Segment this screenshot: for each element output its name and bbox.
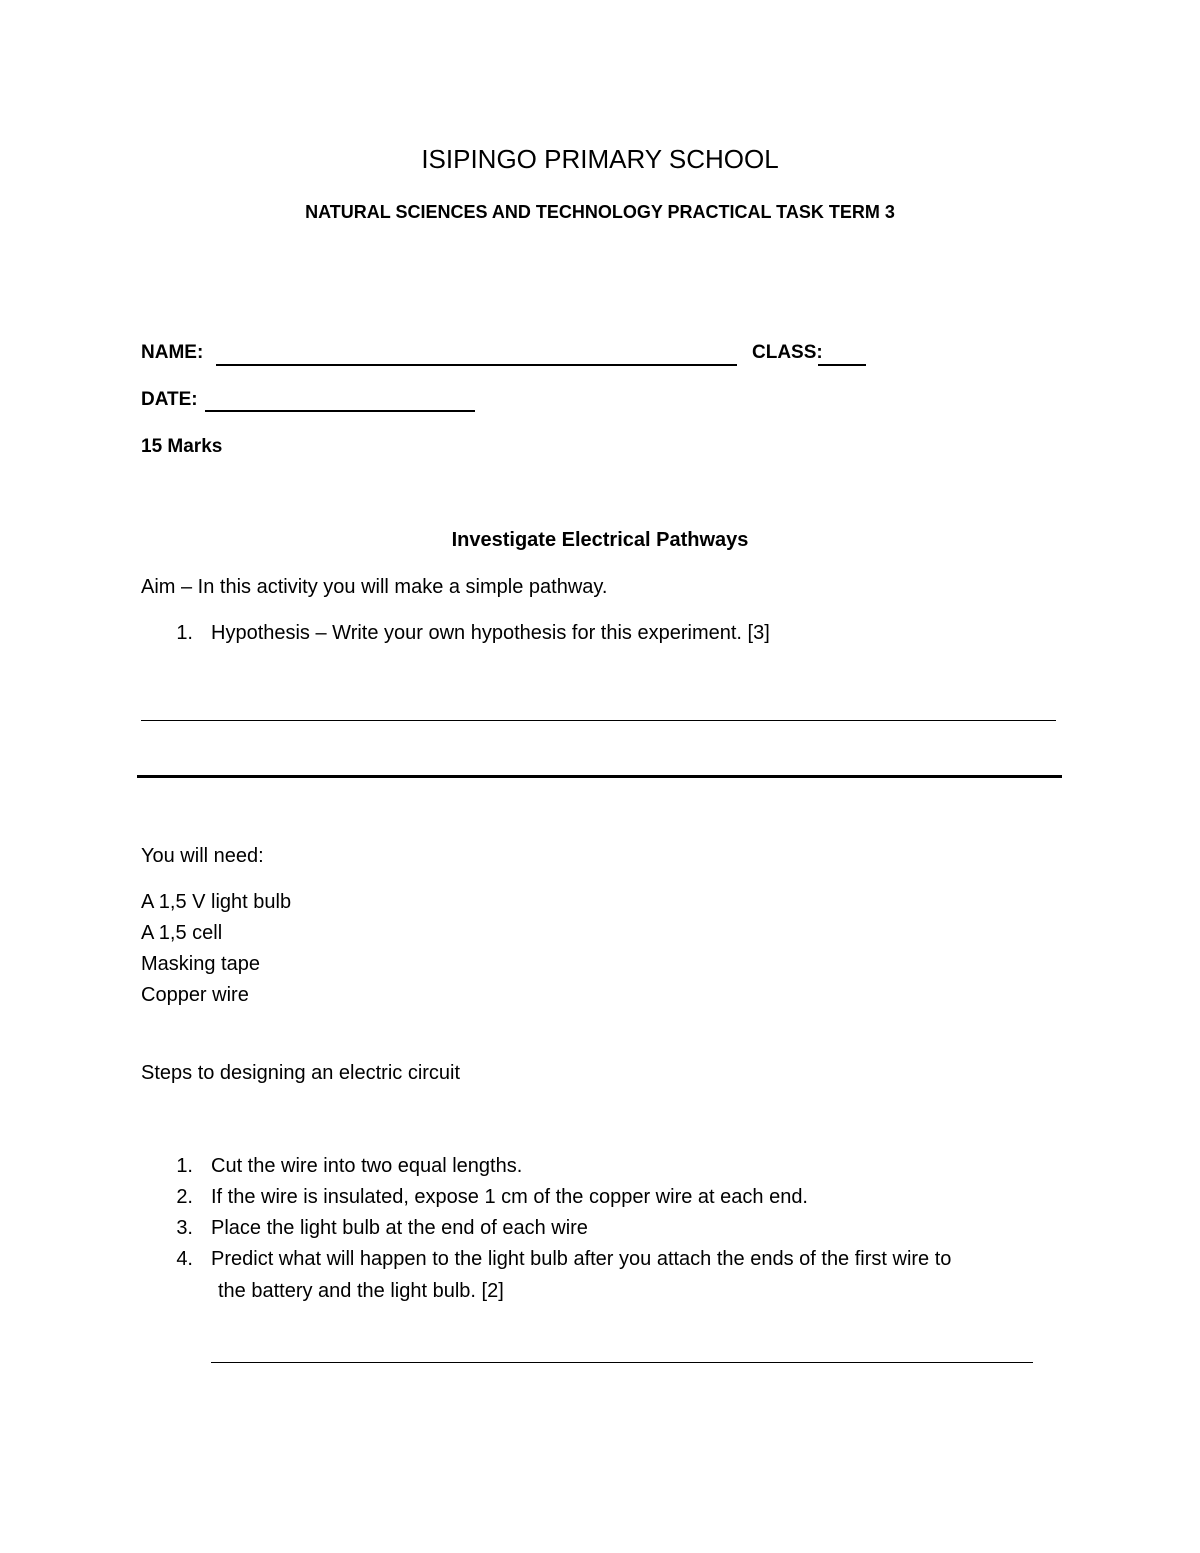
material-item: A 1,5 V light bulb bbox=[141, 891, 292, 913]
marks-label: 15 Marks bbox=[141, 436, 223, 457]
activity-title: Investigate Electrical Pathways bbox=[451, 529, 749, 551]
step-text: Cut the wire into two equal lengths. bbox=[211, 1155, 523, 1177]
answer-line[interactable] bbox=[137, 775, 1062, 778]
class-blank[interactable] bbox=[818, 364, 866, 366]
answer-line[interactable] bbox=[211, 1362, 1033, 1363]
materials-heading: You will need: bbox=[141, 845, 264, 867]
question-number: 1. bbox=[176, 622, 193, 644]
step-text: Place the light bulb at the end of each wire bbox=[211, 1217, 588, 1239]
name-blank[interactable] bbox=[216, 364, 737, 366]
hypothesis-question: Hypothesis – Write your own hypothesis for this experiment. [3] bbox=[211, 622, 770, 644]
school-name: ISIPINGO PRIMARY SCHOOL bbox=[421, 144, 779, 174]
step-number: 3. bbox=[176, 1217, 193, 1239]
date-label: DATE: bbox=[141, 389, 198, 410]
answer-line[interactable] bbox=[141, 720, 1056, 721]
step-number: 4. bbox=[176, 1248, 193, 1270]
step-text-continuation: the battery and the light bulb. [2] bbox=[218, 1280, 504, 1302]
step-number: 1. bbox=[176, 1155, 193, 1177]
steps-heading: Steps to designing an electric circuit bbox=[141, 1062, 461, 1084]
date-blank[interactable] bbox=[205, 410, 475, 412]
step-text: If the wire is insulated, expose 1 cm of the copper wire at each end. bbox=[211, 1186, 808, 1208]
material-item: A 1,5 cell bbox=[141, 922, 223, 944]
task-subtitle: NATURAL SCIENCES AND TECHNOLOGY PRACTICAL TASK TERM 3 bbox=[305, 202, 895, 222]
step-text: Predict what will happen to the light bulb after you attach the ends of the first wire to bbox=[211, 1248, 952, 1270]
aim-text: Aim – In this activity you will make a simple pathway. bbox=[141, 576, 608, 598]
name-label: NAME: bbox=[141, 342, 204, 363]
step-number: 2. bbox=[176, 1186, 193, 1208]
material-item: Masking tape bbox=[141, 953, 260, 975]
material-item: Copper wire bbox=[141, 984, 249, 1006]
class-label: CLASS: bbox=[752, 342, 823, 363]
